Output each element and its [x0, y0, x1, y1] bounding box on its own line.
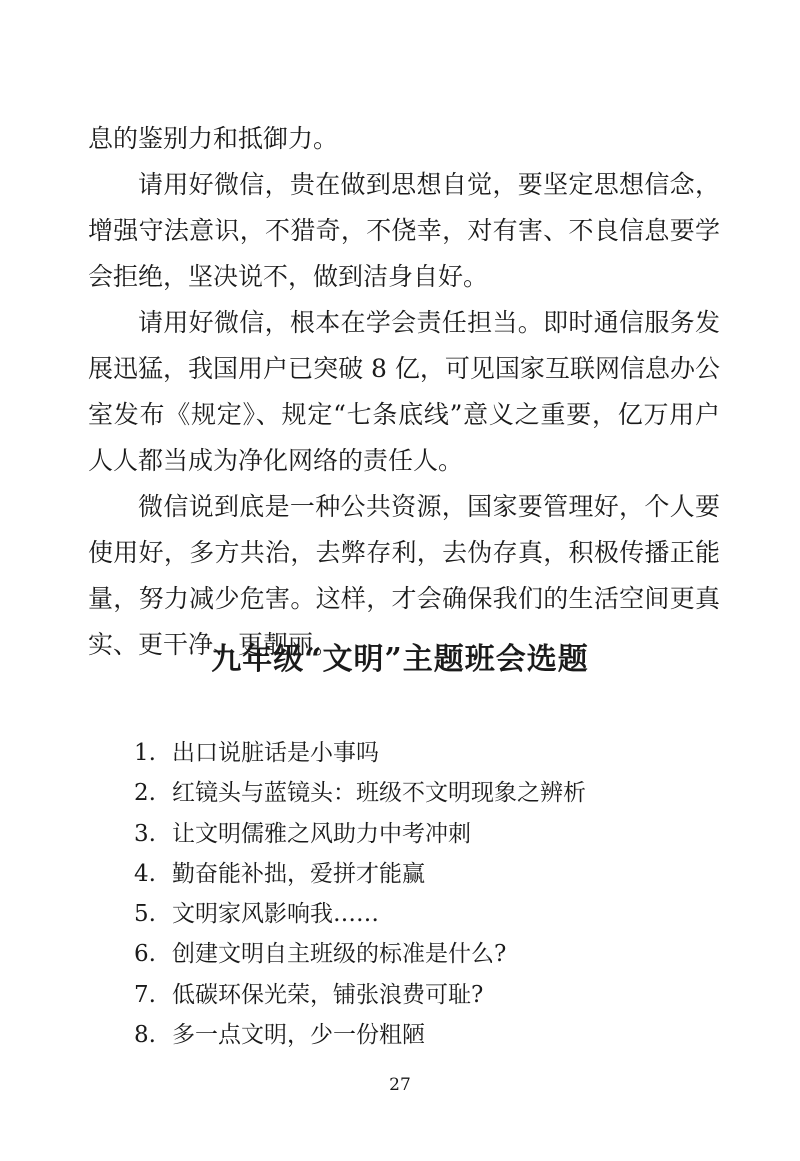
- list-item-number: 3.: [134, 820, 156, 847]
- list-item-text: 多一点文明，少一份粗陋: [172, 1022, 425, 1049]
- list-item-text: 文明家风影响我……: [172, 901, 379, 928]
- list-item-number: 8.: [134, 1022, 156, 1049]
- list-item-number: 1.: [134, 740, 156, 766]
- list-item-text: 勤奋能补拙，爱拼才能赢: [172, 860, 425, 887]
- list-item: [134, 814, 734, 854]
- list-item-number: 7.: [134, 981, 156, 1008]
- paragraph-continuation: 息的鉴别力和抵御力。: [88, 124, 339, 153]
- list-item: [134, 733, 734, 773]
- list-item: [134, 934, 734, 974]
- page-number: 27: [389, 1075, 411, 1095]
- paragraph-wechat-self-awareness: 请用好微信，贵在做到思想自觉，要坚定思想信念，增强守法意识，不猎奇，不侥幸，对有害、不良信息要学会拒绝，坚决说不，做到洁身自好。: [88, 170, 720, 291]
- list-item-text: 低碳环保光荣，铺张浪费可耻?: [172, 981, 484, 1008]
- list-item: [134, 773, 734, 813]
- paragraph-wechat-public-resource: 微信说到底是一种公共资源，国家要管理好，个人要使用好，多方共治，去弊存利，去伪存真，积极传播正能量，努力减少危害。这样，才会确保我们的生活空间更真实、更干净、更靓丽。: [88, 492, 720, 659]
- section-heading: 九年级“文明”主题班会选题: [211, 642, 589, 677]
- body-text: [88, 116, 720, 668]
- list-item: [134, 1015, 734, 1055]
- list-item: [134, 975, 734, 1015]
- list-item-number: 4.: [134, 860, 156, 887]
- list-item-number: 6.: [134, 941, 156, 968]
- list-item-text: 红镜头与蓝镜头：班级不文明现象之辨析: [172, 780, 586, 807]
- list-item-number: 5.: [134, 901, 156, 928]
- paragraph-wechat-responsibility: 请用好微信，根本在学会责任担当。即时通信服务发展迅猛，我国用户已突破 8 亿，可见国家互联网信息办公室发布《规定》、规定“七条底线”意义之重要，亿万用户人人都当成为净化网络的责任人。: [88, 308, 720, 475]
- list-item-number: 2.: [134, 780, 156, 807]
- list-item: [134, 854, 734, 894]
- topic-list: [134, 733, 734, 1055]
- list-item-text: 让文明儒雅之风助力中考冲刺: [172, 820, 471, 847]
- list-item-text: 创建文明自主班级的标准是什么?: [172, 941, 507, 968]
- list-item-text: 出口说脏话是小事吗: [172, 740, 379, 766]
- list-item: [134, 894, 734, 934]
